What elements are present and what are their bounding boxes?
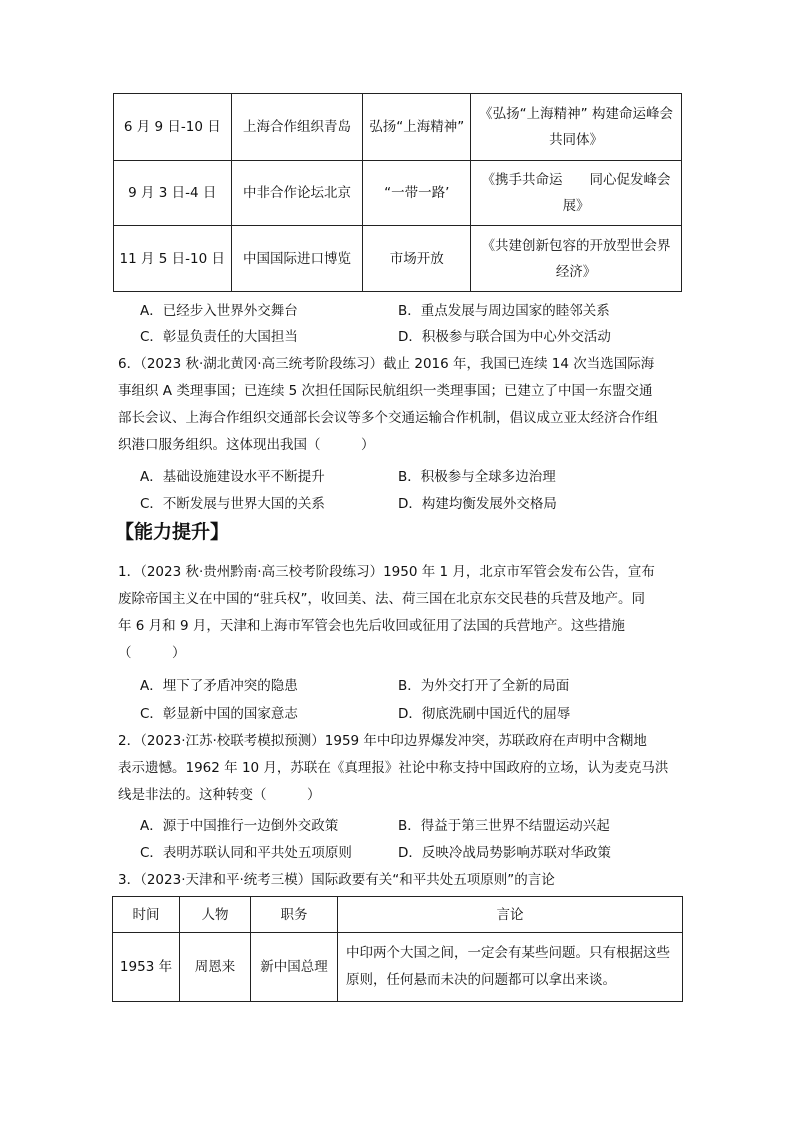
p1-option-c[interactable]: C．彰显新中国的国家意志 <box>140 706 298 722</box>
table-header-row <box>113 897 683 933</box>
table-row <box>114 94 682 161</box>
speech-cell: 《共建创新包容的开放型世会界经济》 <box>471 226 682 292</box>
q6-option-d[interactable]: D．构建均衡发展外交格局 <box>398 496 557 512</box>
p2-stem-line: 2．（2023·江苏·校联考模拟预测）1959 年中印边界爆发冲突，苏联政府在声明中含糊地 <box>118 733 647 749</box>
table-row <box>114 161 682 226</box>
q6-stem-line: 织港口服务组织。这体现出我国（ ） <box>118 437 375 453</box>
date-cell: 11 月 5 日-10 日 <box>114 226 232 292</box>
theme-cell: “一带一路’ <box>363 161 471 226</box>
table-row <box>113 933 683 1002</box>
date-cell: 9 月 3 日-4 日 <box>114 161 232 226</box>
header-position: 职务 <box>251 897 338 933</box>
p3-stem-line: 3．（2023·天津和平·统考三模）国际政要有关“和平共处五项原则”的言论 <box>118 872 555 888</box>
q6-option-c[interactable]: C．不断发展与世界大国的关系 <box>140 496 325 512</box>
p1-option-a[interactable]: A．埋下了矛盾冲突的隐患 <box>140 678 298 694</box>
q5-option-c[interactable]: C．彰显负责任的大国担当 <box>140 329 298 345</box>
q5-option-a[interactable]: A．已经步入世界外交舞台 <box>140 303 298 319</box>
table-row <box>114 226 682 292</box>
statements-table <box>112 896 683 1002</box>
theme-cell: 弘扬“上海精神” <box>363 94 471 161</box>
p1-stem-line: （ ） <box>118 645 186 661</box>
p1-option-b[interactable]: B．为外交打开了全新的局面 <box>398 678 570 694</box>
date-cell: 6 月 9 日-10 日 <box>114 94 232 161</box>
p2-stem-line: 线是非法的。这种转变（ ） <box>118 787 321 803</box>
time-cell: 1953 年 <box>113 933 180 1002</box>
header-person: 人物 <box>180 897 251 933</box>
q6-option-b[interactable]: B．积极参与全球多边治理 <box>398 469 556 485</box>
p2-option-d[interactable]: D．反映冷战局势影响苏联对华政策 <box>398 845 611 861</box>
p1-stem-line: 年 6 月和 9 月，天津和上海市军管会也先后收回或征用了法国的兵营地产。这些措施 <box>118 618 625 634</box>
position-cell: 新中国总理 <box>251 933 338 1002</box>
event-cell: 中国国际进口博览 <box>231 226 363 292</box>
p2-option-b[interactable]: B．得益于第三世界不结盟运动兴起 <box>398 818 610 834</box>
statement-cell: 中印两个大国之间，一定会有某些问题。只有根据这些原则，任何悬而未决的问题都可以拿出来谈。 <box>338 933 683 1002</box>
header-statement: 言论 <box>338 897 683 933</box>
p1-stem-line: 1．（2023 秋·贵州黔南·高三校考阶段练习）1950 年 1 月，北京市军管会发布公告，宣布 <box>118 564 655 580</box>
q6-stem-line: 事组织 A 类理事国；已连续 5 次担任国际民航组织一类理事国；已建立了中国一东盟交通 <box>118 383 653 399</box>
q5-option-d[interactable]: D．积极参与联合国为中心外交活动 <box>398 329 611 345</box>
diplomacy-events-table <box>113 93 682 292</box>
person-cell: 周恩来 <box>180 933 251 1002</box>
q5-option-b[interactable]: B．重点发展与周边国家的睦邻关系 <box>398 303 610 319</box>
p1-stem-line: 废除帝国主义在中国的“驻兵权”，收回美、法、荷三国在北京东交民巷的兵营及地产。同 <box>118 591 645 607</box>
event-cell: 中非合作论坛北京 <box>231 161 363 226</box>
q6-option-a[interactable]: A．基础设施建设水平不断提升 <box>140 469 325 485</box>
speech-cell: 《弘扬“上海精神” 构建命运峰会共同体》 <box>471 94 682 161</box>
section-heading: 【能力提升】 <box>115 521 230 543</box>
speech-cell: 《携手共命运 同心促发峰会展》 <box>471 161 682 226</box>
header-time: 时间 <box>113 897 180 933</box>
q6-stem-line: 部长会议、上海合作组织交通部长会议等多个交通运输合作机制，倡议成立亚太经济合作组 <box>118 410 658 426</box>
p2-option-c[interactable]: C．表明苏联认同和平共处五项原则 <box>140 845 352 861</box>
p1-option-d[interactable]: D．彻底洗刷中国近代的屈辱 <box>398 706 571 722</box>
q6-stem-line: 6．（2023 秋·湖北黄冈·高三统考阶段练习）截止 2016 年，我国已连续 14 次当选国际海 <box>118 356 655 372</box>
event-cell: 上海合作组织青岛 <box>231 94 363 161</box>
p2-option-a[interactable]: A．源于中国推行一边倒外交政策 <box>140 818 339 834</box>
theme-cell: 市场开放 <box>363 226 471 292</box>
p2-stem-line: 表示遗憾。1962 年 10 月，苏联在《真理报》社论中称支持中国政府的立场，认为麦克马洪 <box>118 760 669 776</box>
